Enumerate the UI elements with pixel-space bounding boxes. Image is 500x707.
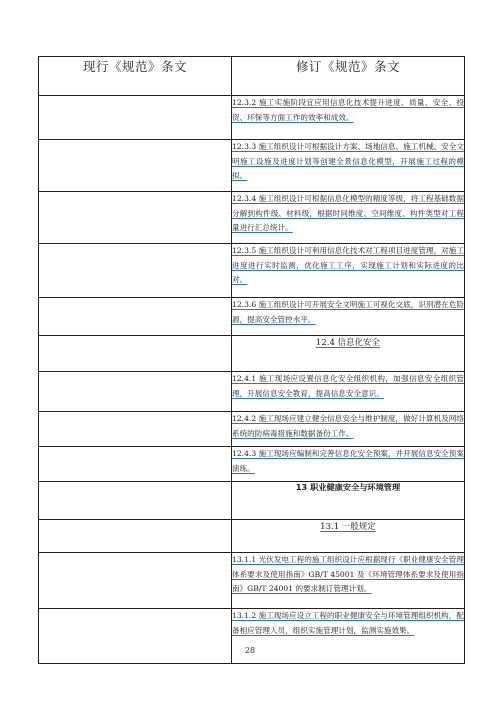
table-row xyxy=(39,96,465,140)
current-clause-cell xyxy=(39,520,232,553)
current-clause-cell xyxy=(39,298,232,336)
current-clause-cell xyxy=(39,482,232,520)
section-heading-cell xyxy=(232,520,465,553)
clause-text: 12.3.4 施工组织设计可根据信息化模型的精度等级，将工程基础数据分解到构件级、材料级，根据时间维度、空间维度、构件类型对工程量进行汇总统计。 xyxy=(232,194,464,232)
clause-text: 13.1.2 施工现场应设立工程的职业健康安全与环境管理组织机构，配备相应管理人员，组织实施管理计划，监测实施效果。 xyxy=(232,611,464,635)
table-row xyxy=(39,244,465,298)
section-heading-cell xyxy=(232,336,465,372)
current-clause-cell xyxy=(39,336,232,372)
clause-text: 12.3.5 施工组织设计可利用信息化技术对工程项目进度管理，对施工进度进行实时监测，优化施工工序，实现施工计划和实际进度的比对。 xyxy=(232,246,464,284)
revised-clause-cell xyxy=(232,96,465,140)
current-clause-cell xyxy=(39,244,232,298)
current-clause-cell xyxy=(39,412,232,447)
table-row xyxy=(39,520,465,553)
table-row xyxy=(39,140,465,192)
revised-clause-cell xyxy=(232,140,465,192)
revised-clause-cell xyxy=(232,412,465,447)
section-heading: 13.1 一般规定 xyxy=(320,522,376,532)
section-heading: 12.4 信息化安全 xyxy=(315,338,381,348)
current-clause-cell xyxy=(39,96,232,140)
revised-clause-cell xyxy=(232,609,465,664)
current-clause-cell xyxy=(39,553,232,609)
current-clause-cell xyxy=(39,140,232,192)
current-clause-cell xyxy=(39,372,232,412)
current-clause-cell xyxy=(39,192,232,244)
revised-clause-cell xyxy=(232,553,465,609)
revised-clause-cell xyxy=(232,192,465,244)
revised-clause-cell xyxy=(232,447,465,482)
table-row xyxy=(39,192,465,244)
table-header-row xyxy=(39,57,465,96)
table-row xyxy=(39,609,465,664)
table-row xyxy=(39,553,465,609)
table-row xyxy=(39,372,465,412)
table-row xyxy=(39,298,465,336)
clause-text: 12.4.3 施工现场应编制和完善信息化安全预案，并开展信息安全预案演练。 xyxy=(232,449,464,473)
header-revised-clause: 修订《规范》条文 xyxy=(232,57,465,96)
revised-clause-cell xyxy=(232,298,465,336)
page-number: 28 xyxy=(244,646,256,655)
table-row xyxy=(39,412,465,447)
clause-text: 13.1.1 光伏发电工程的施工组织设计应根据现行《职业健康安全管理体系要求及使用指南》GB/T 45001 及《环境管理体系要求及使用指南》GB/T 24001 的要求制订管理计划。 xyxy=(232,555,464,593)
clause-text: 12.3.3 施工组织设计可根据设计方案、场地信息、施工机械、安全文明施工设施及进度计划等创建全景信息化模型，开展施工过程的模拟。 xyxy=(232,142,464,180)
comparison-table xyxy=(38,56,465,664)
revised-clause-cell xyxy=(232,372,465,412)
clause-text: 12.4.2 施工现场应建立健全信息安全与维护制度，做好计算机及网络系统的防病毒措施和数据备份工作。 xyxy=(232,414,464,438)
clause-text: 12.3.6 施工组织设计可开展安全文明施工可视化交底，识别潜在危险源，提高安全管控水平。 xyxy=(232,300,464,324)
current-clause-cell xyxy=(39,609,232,664)
revised-clause-cell xyxy=(232,244,465,298)
current-clause-cell xyxy=(39,447,232,482)
table-row xyxy=(39,447,465,482)
chapter-heading-cell: 13 职业健康安全与环境管理 xyxy=(232,482,465,520)
clause-text: 12.4.1 施工现场应设置信息化安全组织机构，加强信息安全组织管理，开展信息安全教育，提高信息安全意识。 xyxy=(232,374,464,398)
clause-text: 12.3.2 施工实施阶段宜应用信息化技术提升进度、质量、安全、投资、环保等方面工作的效率和成效。 xyxy=(232,98,464,122)
header-current-clause: 现行《规范》条文 xyxy=(39,57,232,96)
table-row xyxy=(39,482,465,520)
table-row xyxy=(39,336,465,372)
